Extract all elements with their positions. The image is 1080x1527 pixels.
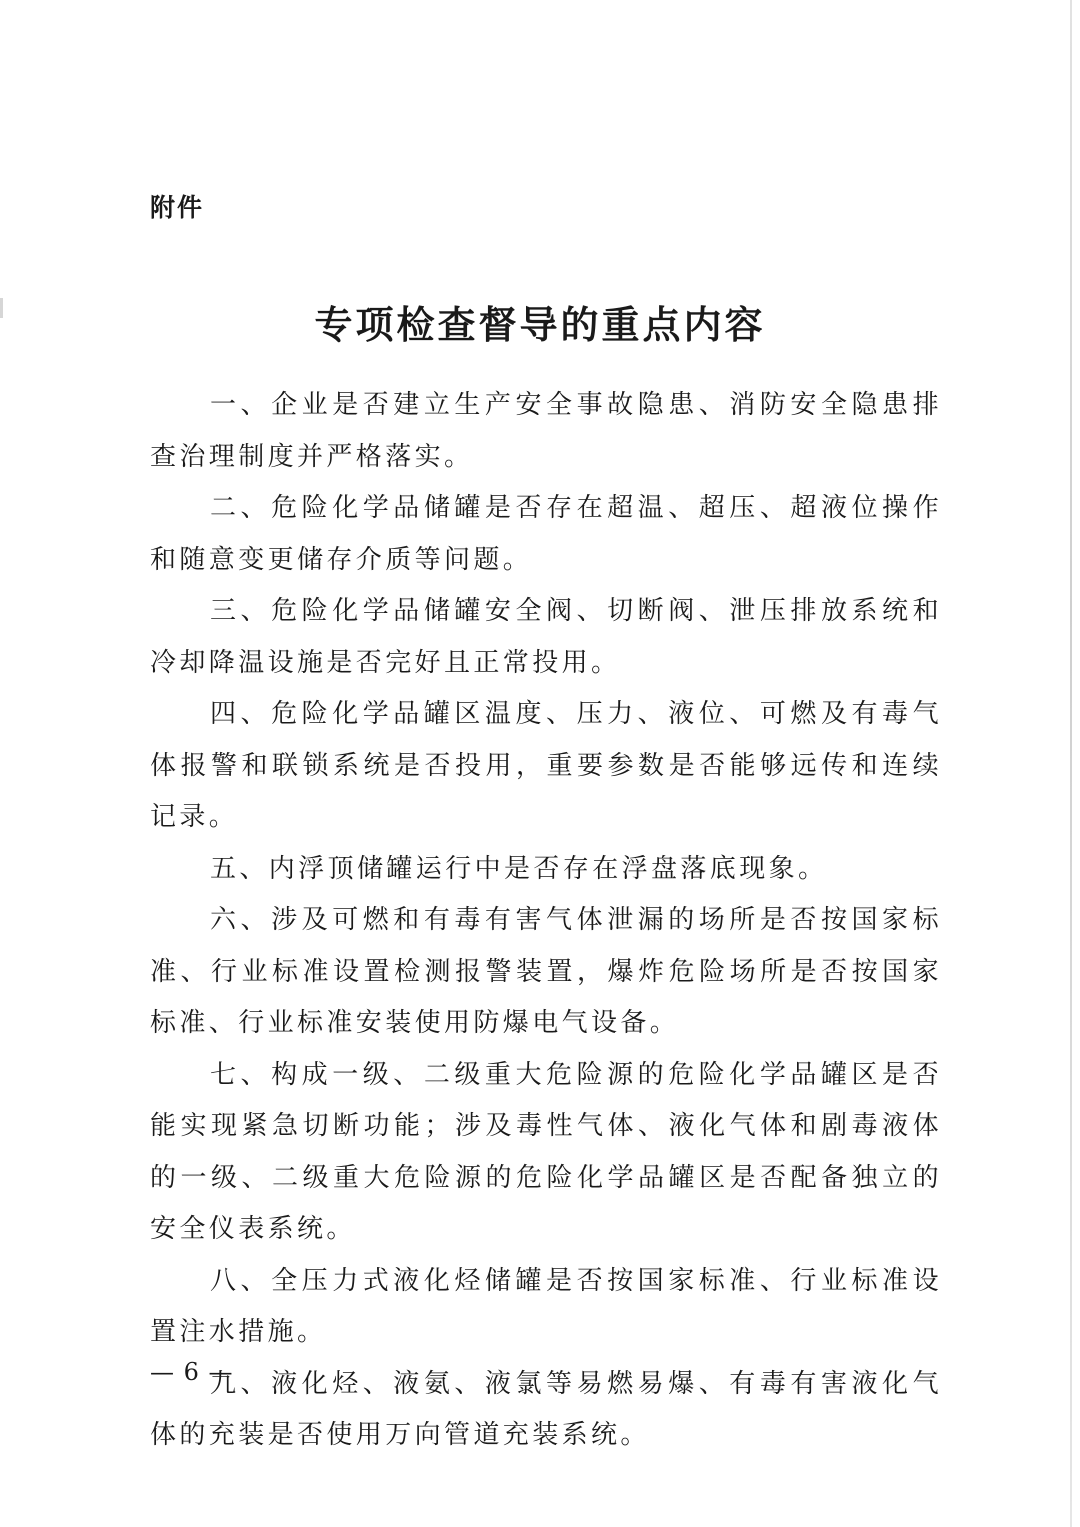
page-number: — 6 — — [150, 1358, 234, 1386]
paragraph-5: 五、内浮顶储罐运行中是否存在浮盘落底现象。 — [210, 853, 828, 884]
paragraph-6: 六、涉及可燃和有毒有害气体泄漏的场所是否按国家标准、行业标准设置检测报警装置，爆炸危险场所是否按国家标准、行业标准安装使用防爆电气设备。 — [150, 905, 942, 1038]
paragraph-8: 八、全压力式液化烃储罐是否按国家标准、行业标准设置注水措施。 — [150, 1265, 942, 1347]
paragraph-9: 九、液化烃、液氨、液氯等易燃易爆、有毒有害液化气体的充装是否使用万向管道充装系统。 — [150, 1368, 942, 1450]
document-body — [150, 380, 942, 1462]
paragraph-4: 四、危险化学品罐区温度、压力、液位、可燃及有毒气体报警和联锁系统是否投用，重要参数是否能够远传和连续记录。 — [150, 699, 942, 832]
paragraph-2: 二、危险化学品储罐是否存在超温、超压、超液位操作和随意变更储存介质等问题。 — [150, 493, 942, 575]
paragraph-7: 七、构成一级、二级重大危险源的危险化学品罐区是否能实现紧急切断功能；涉及毒性气体、液化气体和剧毒液体的一级、二级重大危险源的危险化学品罐区是否配备独立的安全仪表系统。 — [150, 1059, 942, 1244]
paragraph-3: 三、危险化学品储罐安全阀、切断阀、泄压排放系统和冷却降温设施是否完好且正常投用。 — [150, 596, 942, 678]
document-title: 专项检查督导的重点内容 — [314, 302, 766, 347]
paragraph-1: 一、企业是否建立生产安全事故隐患、消防安全隐患排查治理制度并严格落实。 — [150, 390, 942, 472]
attachment-label: 附件 — [150, 193, 205, 222]
scan-edge-right — [1070, 0, 1072, 1527]
